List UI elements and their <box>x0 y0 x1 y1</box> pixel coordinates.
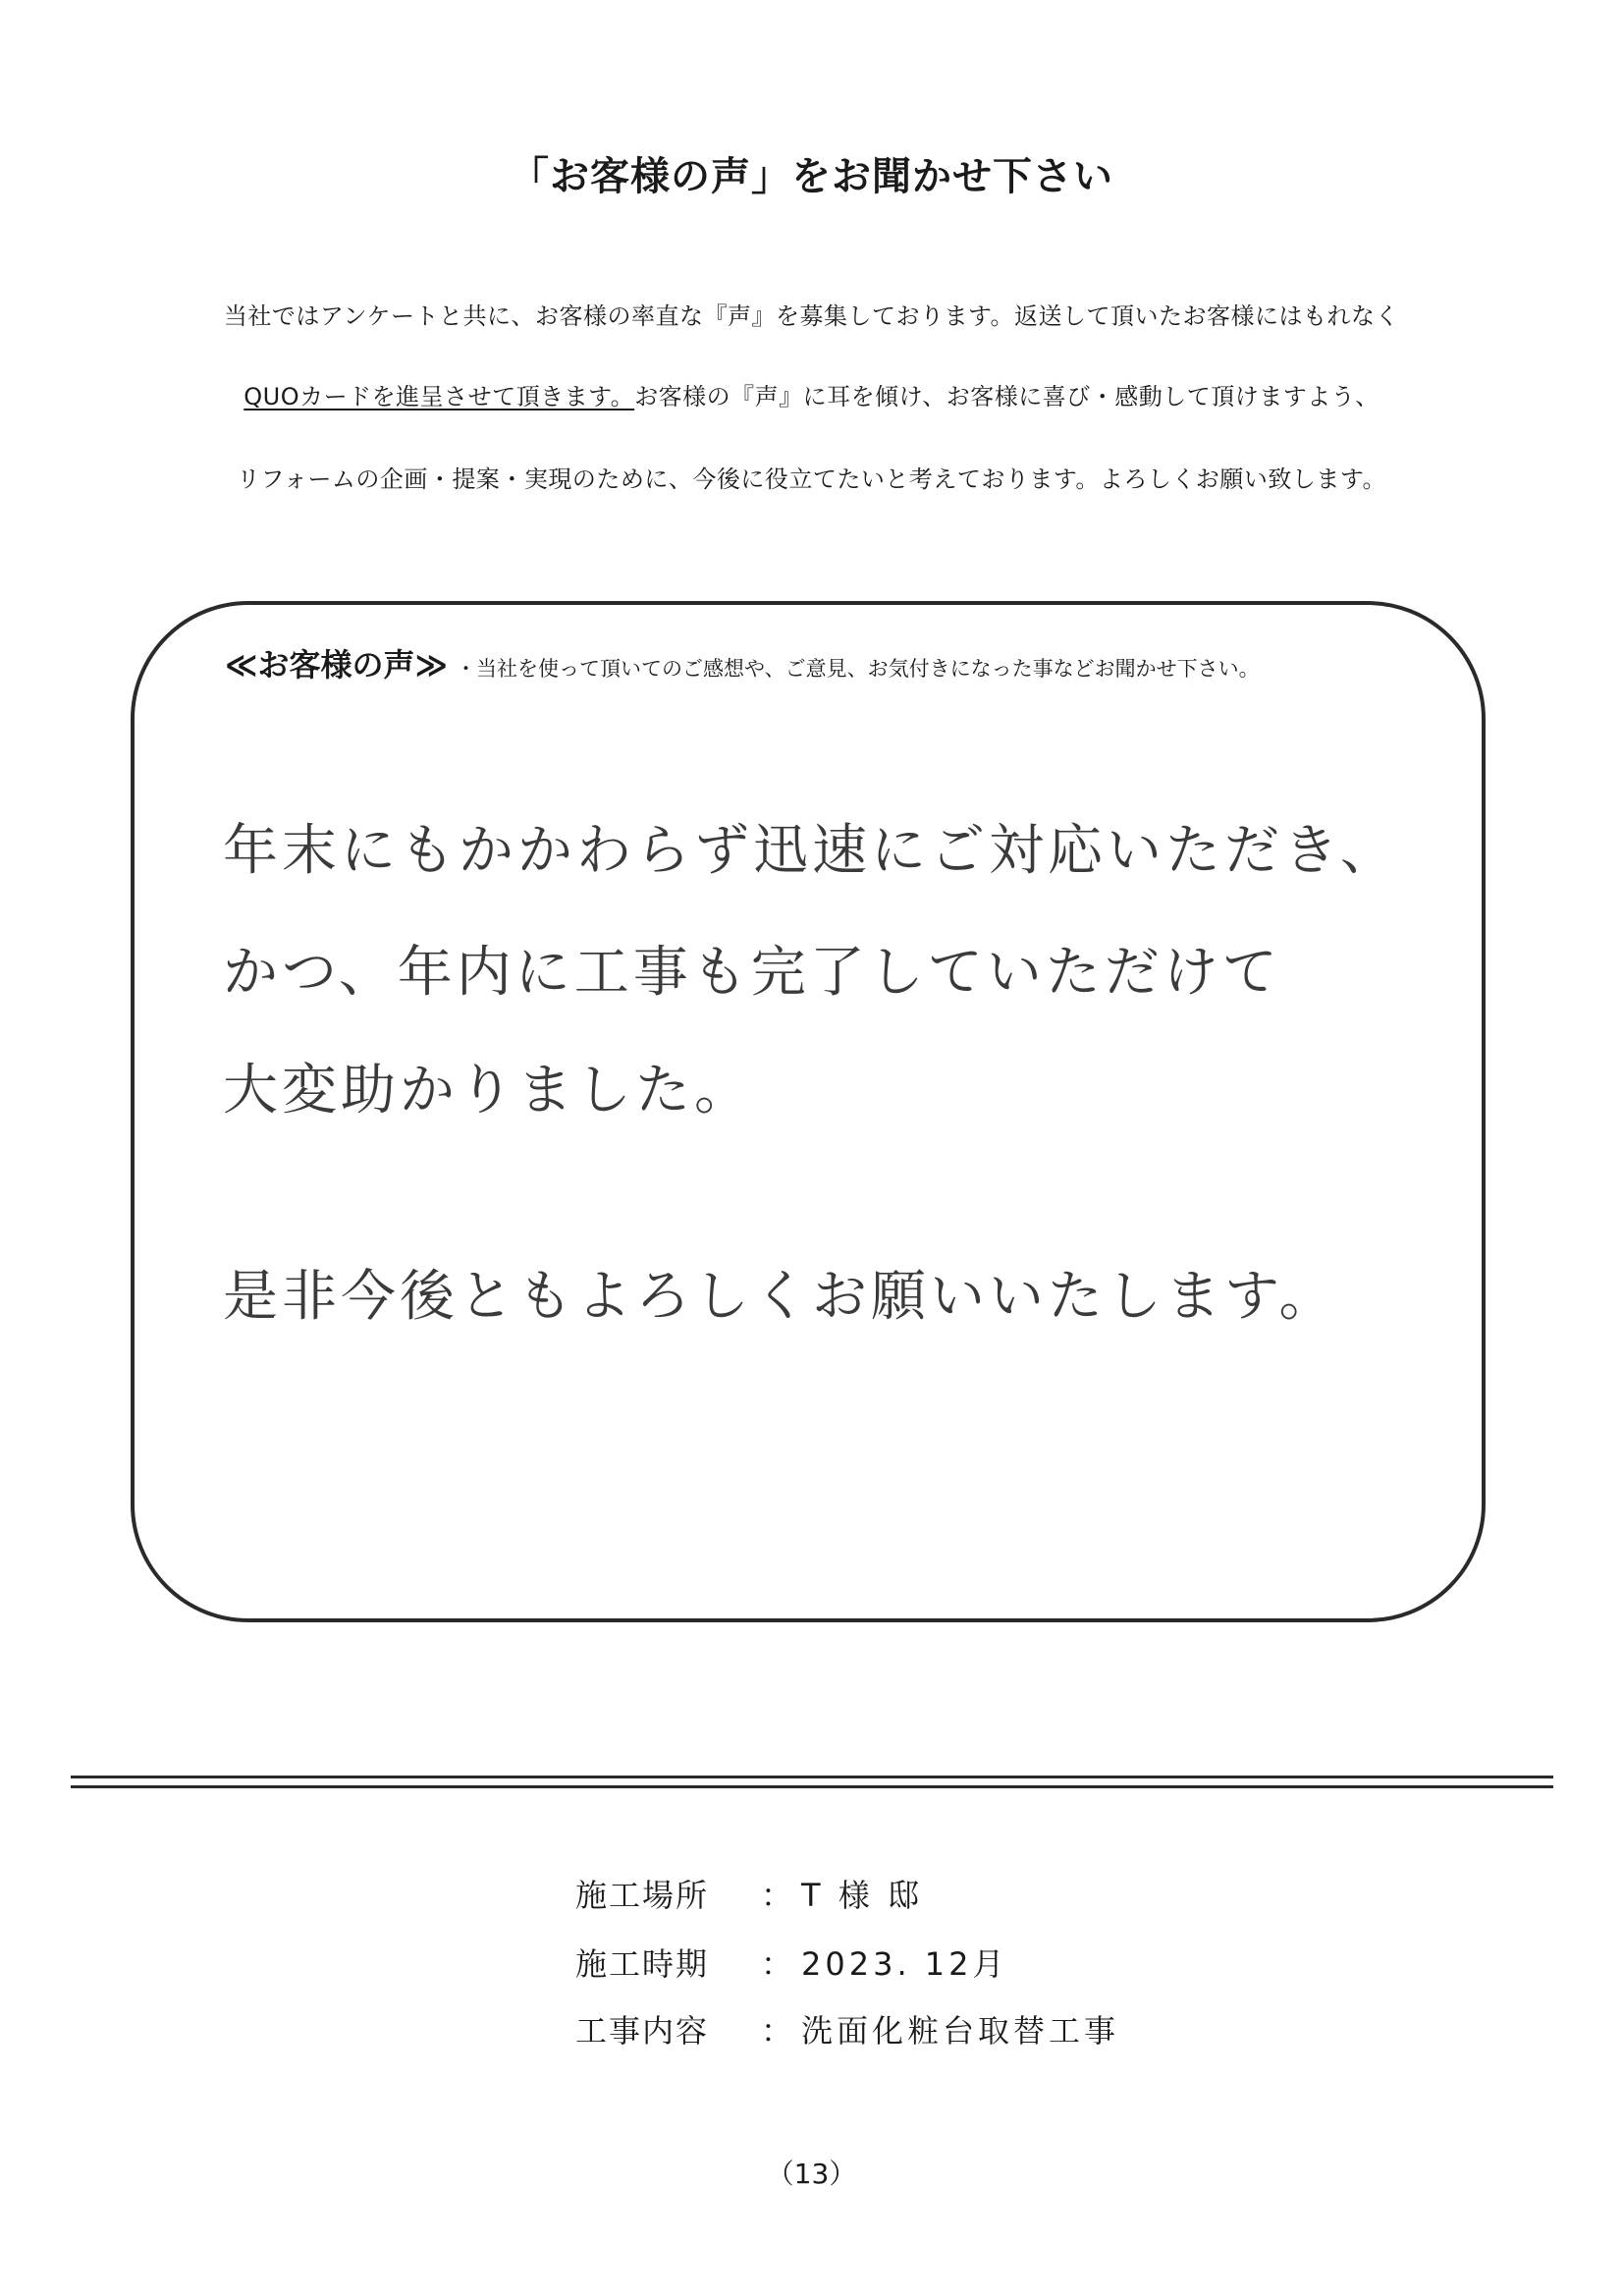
location-label: 施工場所 <box>575 1877 710 1914</box>
info-row-period <box>575 1940 1008 1985</box>
location-value: T 様 邸 <box>801 1877 923 1914</box>
intro-line-3: リフォームの企画・提案・実現のために、今後に役立てたいと考えております。よろしくお願い致します。 <box>237 465 1386 493</box>
period-label: 施工時期 <box>575 1945 710 1983</box>
voice-box-label: ≪お客様の声≫ <box>225 646 449 683</box>
page-number: （13） <box>766 2158 857 2190</box>
page-title: 「お客様の声」をお聞かせ下さい <box>510 154 1113 199</box>
voice-box-description: ・当社を使って頂いてのご感想や、ご意見、お気付きになった事などお聞かせ下さい。 <box>456 657 1260 681</box>
period-value: 2023. 12月 <box>801 1945 1008 1983</box>
intro-line-2-rest: お客様の『声』に耳を傾け、お客様に喜び・感動して頂けますよう、 <box>634 383 1380 410</box>
intro-line-2 <box>0 377 1623 411</box>
info-row-content <box>575 2006 1119 2051</box>
content-label: 工事内容 <box>575 2012 710 2050</box>
handwritten-line-4: 是非今後ともよろしくお願いいたします。 <box>223 1265 1338 1329</box>
handwritten-line-1: 年末にもかかわらず迅速にご対応いただき、 <box>223 819 1399 883</box>
content-colon: ： <box>760 2012 792 2050</box>
info-row-location <box>575 1871 923 1916</box>
content-value: 洗面化粧台取替工事 <box>801 2012 1120 2050</box>
voice-box-header <box>225 640 1260 685</box>
period-colon: ： <box>760 1945 792 1983</box>
intro-line-1: 当社ではアンケートと共に、お客様の率直な『声』を募集しております。返送して頂いたお客様にはもれなく <box>223 302 1400 330</box>
handwritten-line-3: 大変助かりました。 <box>223 1059 753 1122</box>
location-colon: ： <box>760 1877 792 1914</box>
divider-rule-bottom <box>71 1785 1553 1788</box>
customer-voice-box <box>131 601 1486 1622</box>
quo-card-notice: QUOカードを進呈させて頂きます。 <box>243 383 635 410</box>
handwritten-line-2: かつ、年内に工事も完了していただけて <box>223 941 1281 1005</box>
divider-rule-top <box>71 1776 1553 1778</box>
